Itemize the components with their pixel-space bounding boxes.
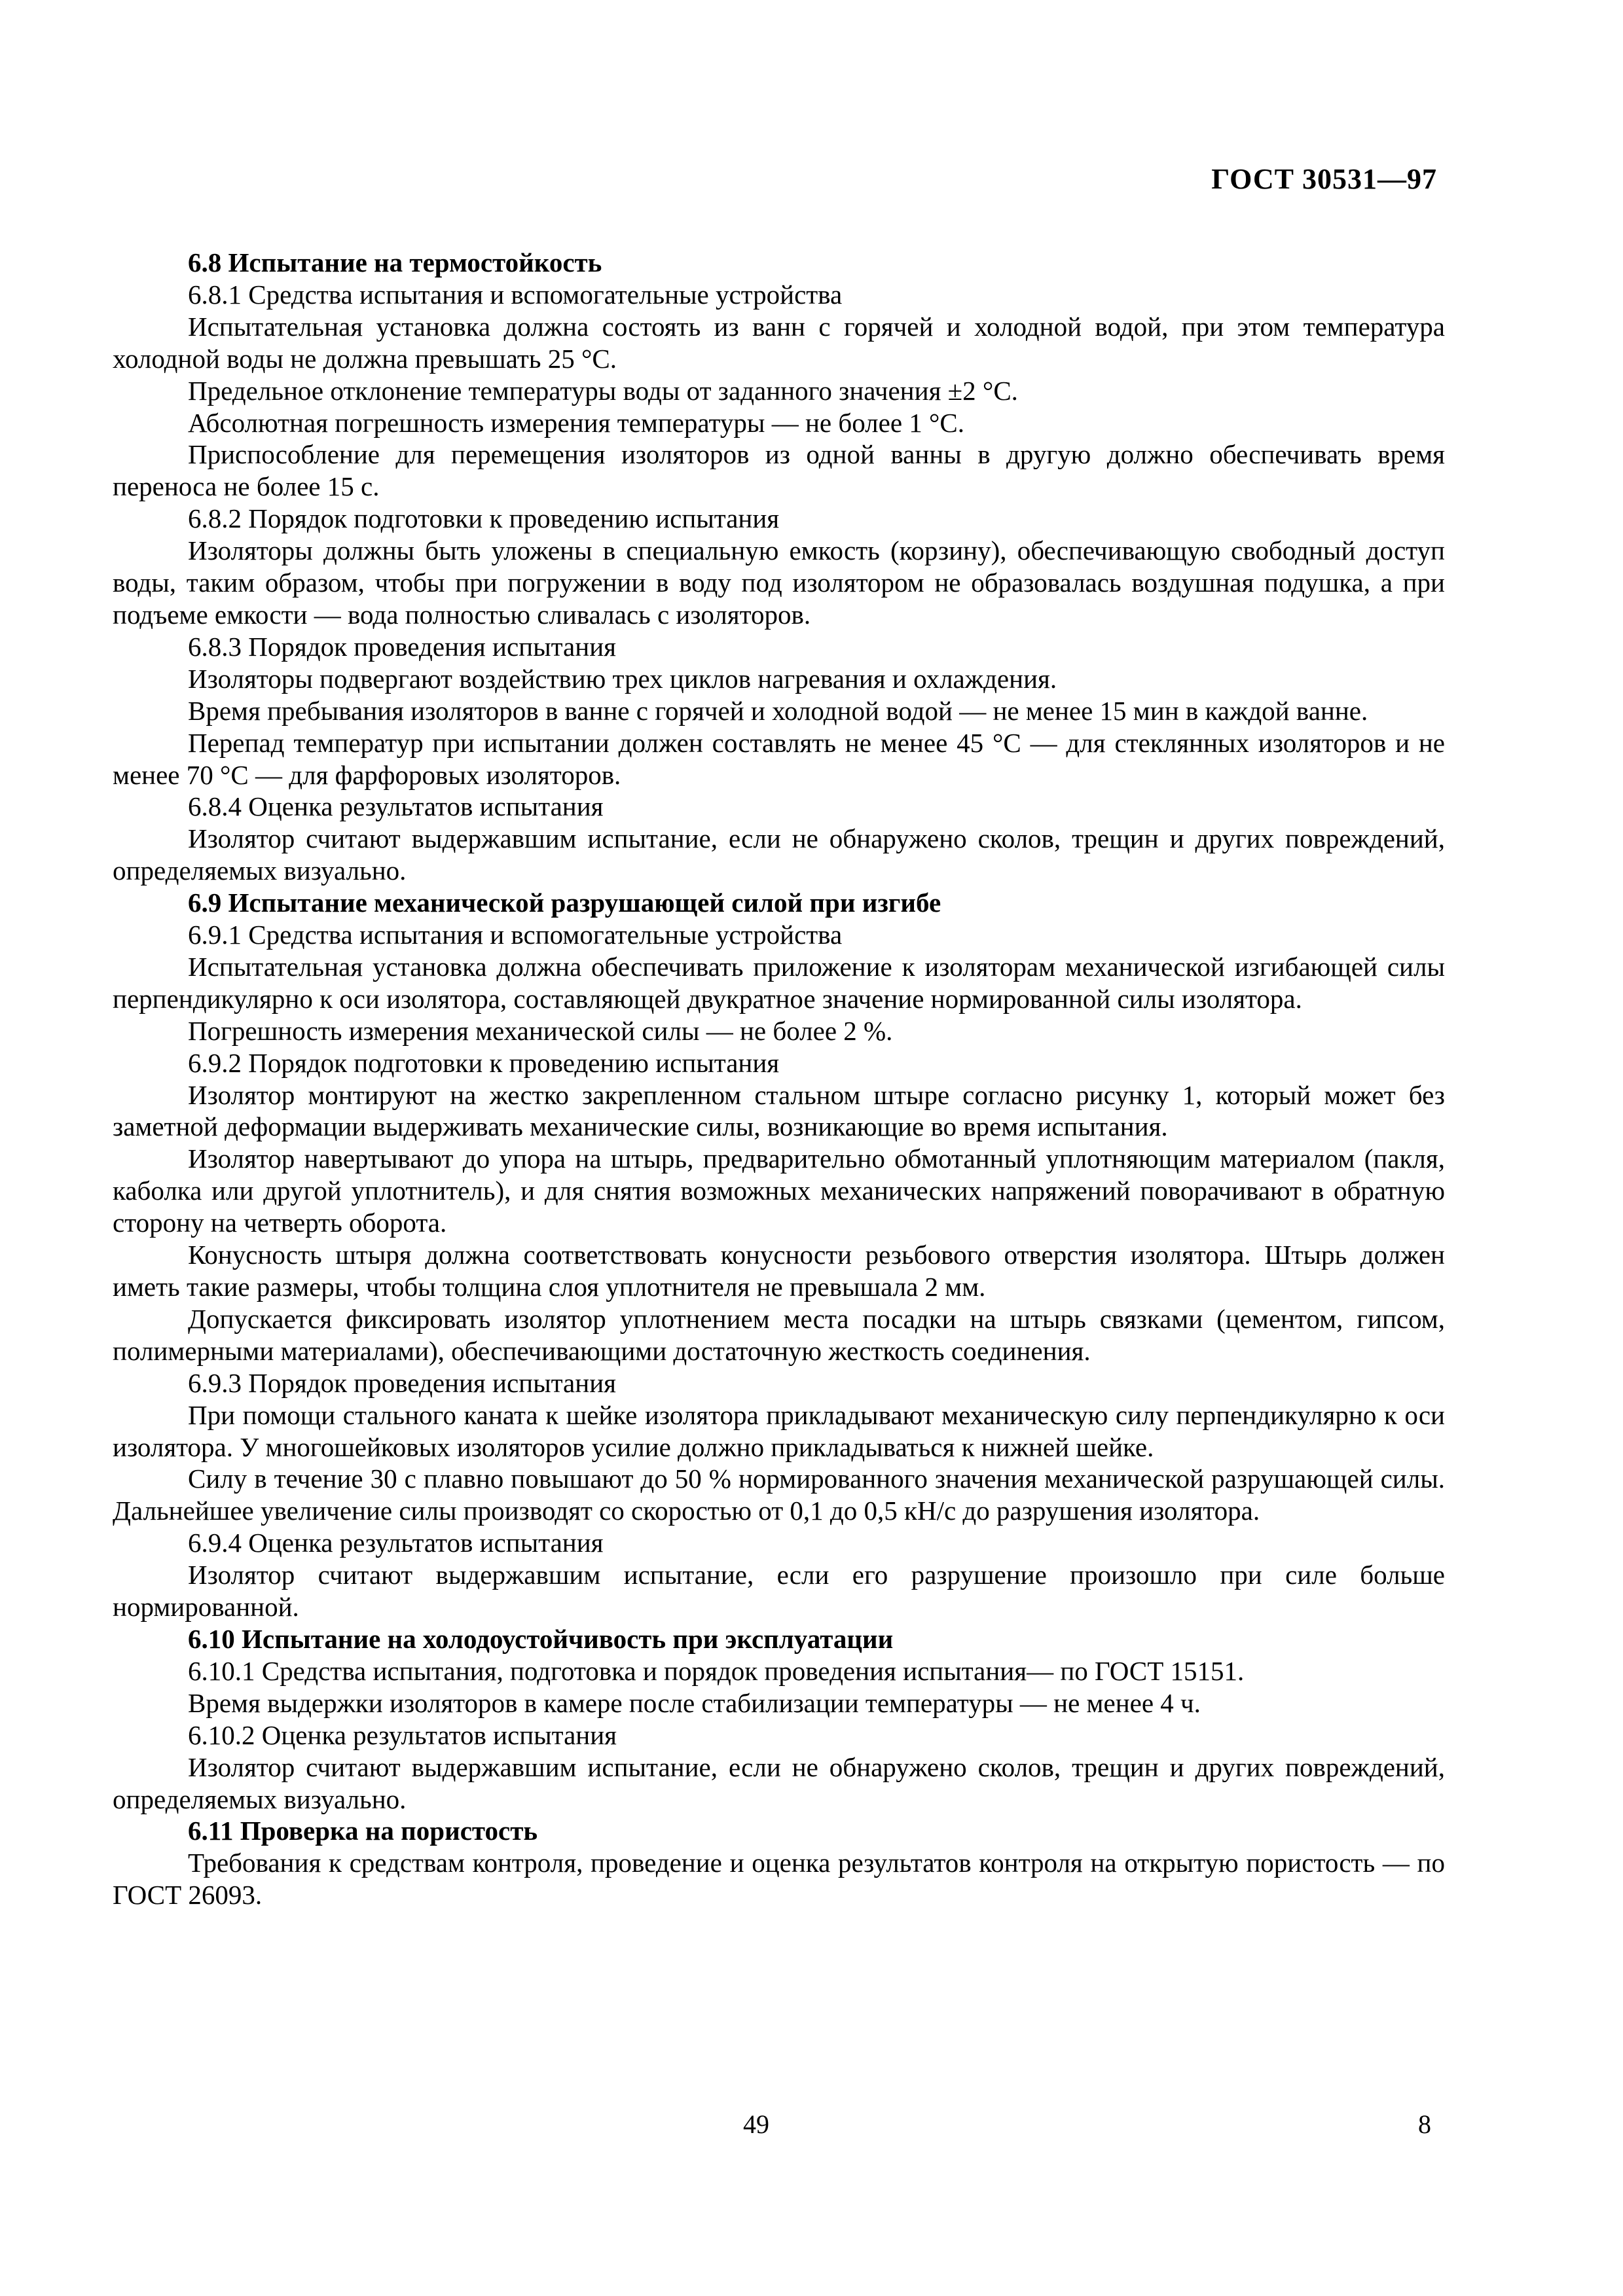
paragraph: 6.9.2 Порядок подготовки к проведению испытания <box>188 1047 780 1078</box>
paragraph: При помощи стального каната к шейке изолятора прикладывают механическую силу перпендикулярно к оси изолятора. У многошейковых изоляторов усилие должно прикладываться к нижней шейке. <box>113 1399 1445 1462</box>
paragraph: Перепад температур при испытании должен составлять не менее 45 °С — для стеклянных изоляторов и не менее 70 °С — для фарфоровых изоляторов. <box>113 727 1445 790</box>
paragraph: Приспособление для перемещения изоляторов из одной ванны в другую должно обеспечивать время переноса не более 15 с. <box>113 439 1445 502</box>
paragraph: 6.9.3 Порядок проведения испытания <box>188 1367 616 1398</box>
paragraph: Испытательная установка должна состоять из ванн с горячей и холодной водой, при этом температура холодной воды не должна превышать 25 °С. <box>113 311 1445 374</box>
paragraph: 6.8.1 Средства испытания и вспомогательные устройства <box>188 279 843 310</box>
paragraph: 6.8.2 Порядок подготовки к проведению испытания <box>188 503 780 534</box>
paragraph: Изолятор считают выдержавшим испытание, если его разрушение произошло при силе больше нормированной. <box>113 1560 1445 1623</box>
paragraph: Изолятор считают выдержавшим испытание, если не обнаружено сколов, трещин и других повреждений, определяемых визуально. <box>113 823 1445 886</box>
document-header: ГОСТ 30531—97 <box>1211 163 1437 195</box>
document-body <box>113 247 1445 1911</box>
paragraph: 6.8.3 Порядок проведения испытания <box>188 631 616 662</box>
paragraph: Требования к средствам контроля, проведение и оценка результатов контроля на открытую пористость — по ГОСТ 26093. <box>113 1848 1445 1910</box>
paragraph: Время выдержки изоляторов в камере после стабилизации температуры — не менее 4 ч. <box>188 1687 1201 1718</box>
paragraph: Конусность штыря должна соответствовать конусности резьбового отверстия изолятора. Штырь должен иметь такие размеры, чтобы толщина слоя уплотнителя не превышала 2 мм. <box>113 1240 1445 1302</box>
paragraph: Погрешность измерения механической силы — не более 2 %. <box>188 1015 893 1046</box>
paragraph: 6.8.4 Оценка результатов испытания <box>188 791 604 822</box>
sheet-number: 8 <box>1418 2109 1431 2139</box>
paragraph: Изолятор монтируют на жестко закрепленном стальном штыре согласно рисунку 1, который может без заметной деформации выдерживать механические силы, возникающие во время испытания. <box>113 1079 1445 1142</box>
paragraph: 6.10.2 Оценка результатов испытания <box>188 1719 617 1750</box>
paragraph: 6.10.1 Средства испытания, подготовка и порядок проведения испытания— по ГОСТ 15151. <box>188 1655 1245 1686</box>
paragraph: Время пребывания изоляторов в ванне с горячей и холодной водой — не менее 15 мин в каждой ванне. <box>188 695 1368 726</box>
paragraph: Допускается фиксировать изолятор уплотнением места посадки на штырь связками (цементом, гипсом, полимерными материалами), обеспечивающими достаточную жесткость соединения. <box>113 1303 1445 1366</box>
paragraph: Испытательная установка должна обеспечивать приложение к изоляторам механической изгибающей силы перпендикулярно к оси изолятора, составляющей двукратное значение нормированной силы изолятора. <box>113 951 1445 1014</box>
paragraph: 6.9.1 Средства испытания и вспомогательные устройства <box>188 920 843 950</box>
paragraph: Изоляторы должны быть уложены в специальную емкость (корзину), обеспечивающую свободный доступ воды, таким образом, чтобы при погружении в воду под изолятором не образовалась воздушная подушка, а при подъеме емкости — вода полностью сливалась с изоляторов. <box>113 535 1445 630</box>
paragraph: Абсолютная погрешность измерения температуры — не более 1 °С. <box>188 407 965 438</box>
paragraph: Предельное отклонение температуры воды от заданного значения ±2 °С. <box>188 375 1018 406</box>
section-heading: 6.8 Испытание на термостойкость <box>188 247 602 278</box>
section-heading: 6.11 Проверка на пористость <box>188 1816 538 1846</box>
paragraph: Силу в течение 30 с плавно повышают до 50 % нормированного значения механической разрушающей силы. Дальнейшее увеличение силы производят со скоростью от 0,1 до 0,5 кН/с до разрушения изолятора. <box>113 1463 1445 1526</box>
section-heading: 6.9 Испытание механической разрушающей силой при изгибе <box>188 888 941 918</box>
paragraph: Изоляторы подвергают воздействию трех циклов нагревания и охлаждения. <box>188 663 1057 694</box>
paragraph: 6.9.4 Оценка результатов испытания <box>188 1528 604 1558</box>
paragraph: Изолятор считают выдержавшим испытание, если не обнаружено сколов, трещин и других повреждений, определяемых визуально. <box>113 1751 1445 1814</box>
page-number: 49 <box>743 2109 769 2139</box>
section-heading: 6.10 Испытание на холодоустойчивость при эксплуатации <box>188 1623 894 1654</box>
paragraph: Изолятор навертывают до упора на штырь, предварительно обмотанный уплотняющим материалом (пакля, каболка или другой уплотнитель), и для снятия возможных механических напряжений поворачивают в обратную сторону на четверть оборота. <box>113 1143 1445 1238</box>
